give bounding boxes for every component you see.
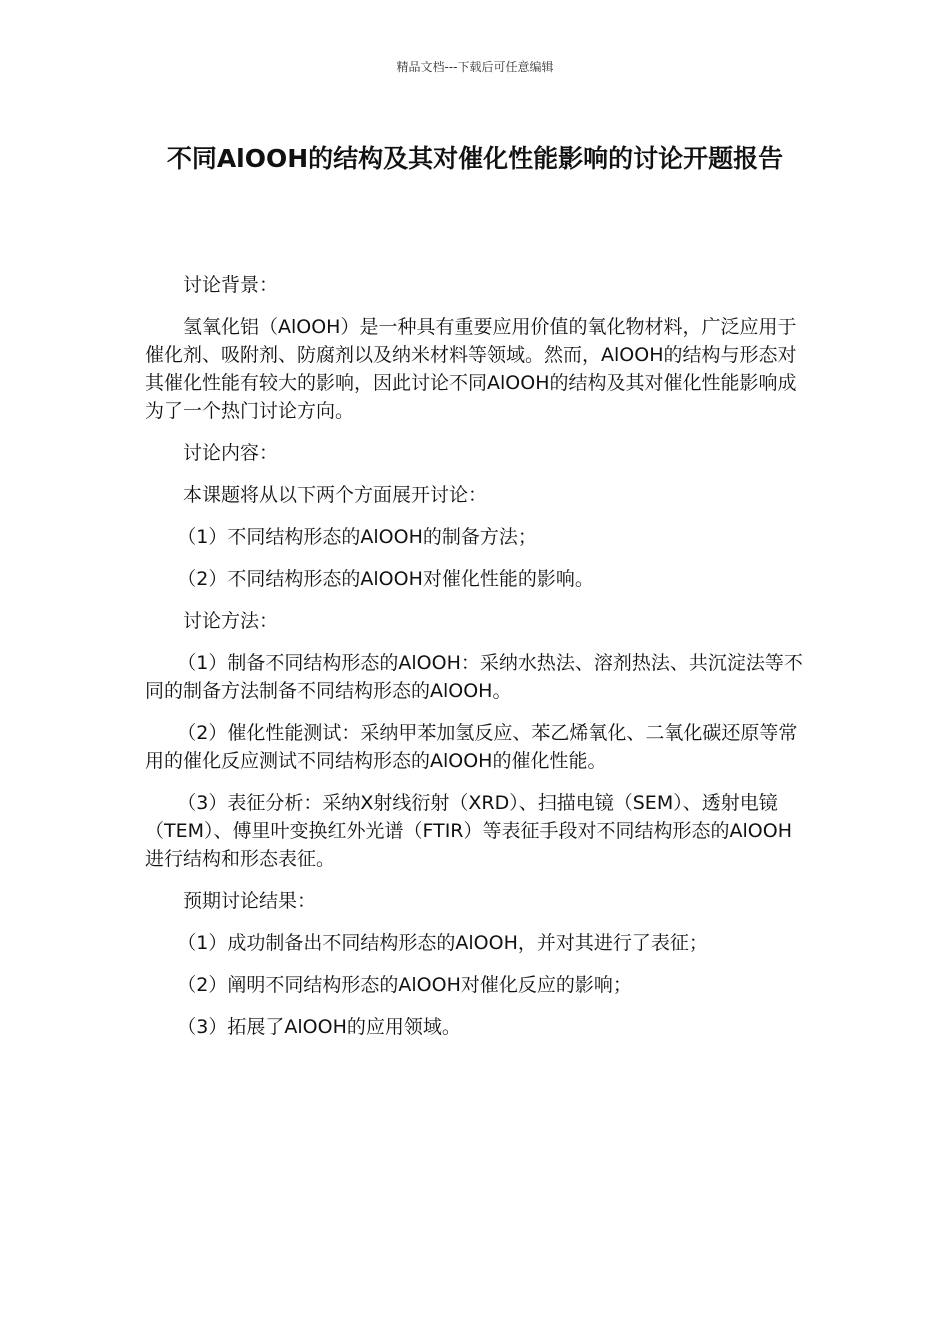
background-paragraph: 氢氧化铝（AlOOH）是一种具有重要应用价值的氧化物材料，广泛应用于催化剂、吸附剂、防腐剂以及纳米材料等领域。然而，AlOOH的结构与形态对其催化性能有较大的影响，因此讨论不同AlOOH的结构及其对催化性能影响成为了一个热门讨论方向。 bbox=[145, 316, 797, 422]
section-heading-content: 讨论内容： bbox=[183, 442, 279, 464]
page-header-note: 精品文档---下载后可任意编辑 bbox=[396, 60, 554, 74]
content-item-1: （1）不同结构形态的AlOOH的制备方法； bbox=[177, 526, 537, 548]
method-item-1: （1）制备不同结构形态的AlOOH：采纳水热法、溶剂热法、共沉淀法等不同的制备方法制备不同结构形态的AlOOH。 bbox=[145, 652, 803, 702]
result-item-2: （2）阐明不同结构形态的AlOOH对催化反应的影响； bbox=[177, 974, 632, 996]
content-item-2: （2）不同结构形态的AlOOH对催化性能的影响。 bbox=[177, 568, 594, 590]
document-body bbox=[145, 271, 805, 1055]
section-heading-methods: 讨论方法： bbox=[183, 610, 279, 632]
method-item-3: （3）表征分析：采纳X射线衍射（XRD）、扫描电镜（SEM）、透射电镜（TEM）、傅里叶变换红外光谱（FTIR）等表征手段对不同结构形态的AlOOH进行结构和形态表征。 bbox=[145, 792, 792, 870]
result-item-3: （3）拓展了AlOOH的应用领域。 bbox=[177, 1016, 461, 1038]
document-title: 不同AlOOH的结构及其对催化性能影响的讨论开题报告 bbox=[166, 144, 784, 173]
content-intro: 本课题将从以下两个方面展开讨论： bbox=[183, 484, 488, 506]
section-heading-background: 讨论背景： bbox=[183, 274, 279, 296]
section-heading-expected-results: 预期讨论结果： bbox=[183, 890, 317, 912]
method-item-2: （2）催化性能测试：采纳甲苯加氢反应、苯乙烯氧化、二氧化碳还原等常用的催化反应测试不同结构形态的AlOOH的催化性能。 bbox=[145, 722, 798, 772]
result-item-1: （1）成功制备出不同结构形态的AlOOH，并对其进行了表征； bbox=[177, 932, 708, 954]
